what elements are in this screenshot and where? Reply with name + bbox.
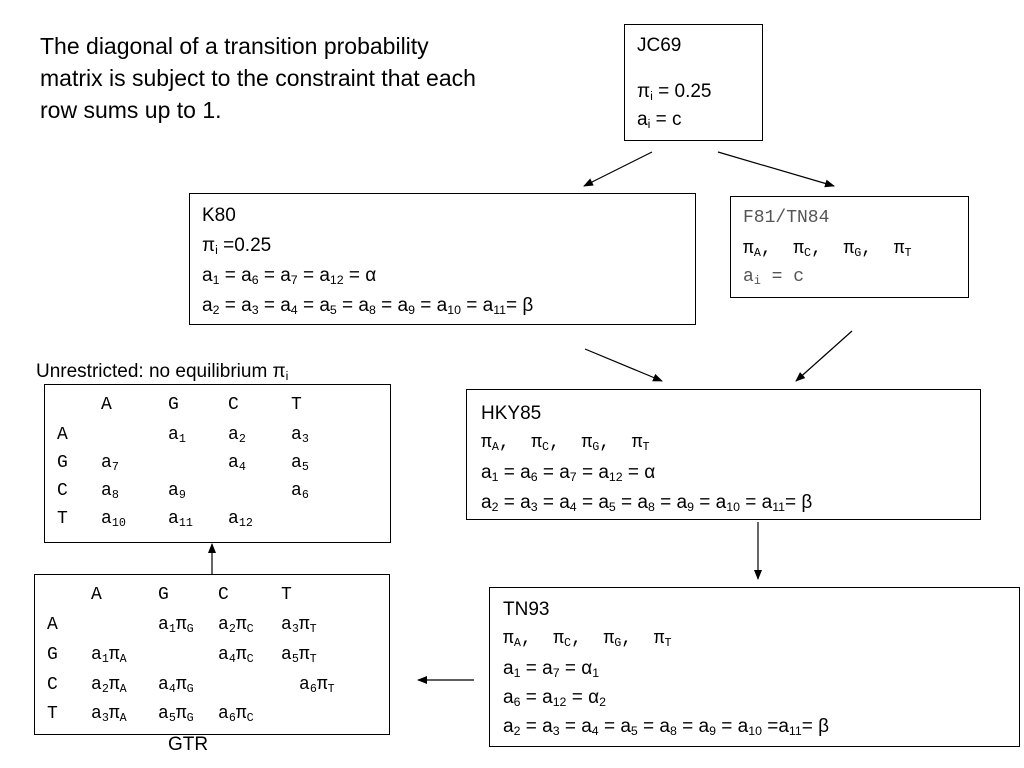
jc69-pi-line: $\pi_i = 0.25$ xyxy=(637,81,712,104)
k80-beta-line: $a_2 = a_3 = a_4 = a_5 = a_8 = a_9 = a_{10} = a_{11}= \beta$ xyxy=(202,295,534,318)
matrix-cell: $a_6$ xyxy=(291,481,309,502)
f81-tn84-box xyxy=(730,196,969,298)
gtr-cell: $a_2\pi_C$ xyxy=(218,615,254,636)
gtr-cell: $a_3\pi_T$ xyxy=(281,615,317,636)
gtr-row-label-t: T xyxy=(47,704,58,724)
matrix-cell: $a_{10}$ xyxy=(101,509,126,530)
hky85-box xyxy=(466,389,981,520)
gtr-row-label-c: C xyxy=(47,675,58,695)
matrix-row-label-t: T xyxy=(57,509,68,529)
gtr-cell: $a_6\pi_C$ xyxy=(218,704,254,725)
tn93-alpha1-line: $a_1 = a_7 = \alpha_1$ xyxy=(503,658,600,681)
diagonal-constraint-note xyxy=(40,30,476,126)
tn93-title: TN93 xyxy=(503,599,550,620)
matrix-header-c: C xyxy=(228,395,239,415)
jc69-a-line: $a_i = c$ xyxy=(637,109,682,132)
matrix-header-t: T xyxy=(291,395,302,415)
matrix-cell: $a_{11}$ xyxy=(168,509,193,530)
matrix-cell: $a_5$ xyxy=(291,453,309,474)
tn93-alpha2-line: $a_6 = a_{12} = \alpha_2$ xyxy=(503,687,606,710)
gtr-header-t: T xyxy=(281,585,292,605)
arrow-f81-to-hky85 xyxy=(796,331,852,381)
k80-pi-line: $\pi_i =0.25$ xyxy=(202,235,272,258)
matrix-row-label-a: A xyxy=(57,425,68,445)
gtr-row-label-g: G xyxy=(47,645,58,665)
gtr-cell: $a_4\pi_G$ xyxy=(158,675,194,696)
gtr-matrix xyxy=(34,574,390,735)
hky85-alpha-line: $a_1 = a_6 = a_7 = a_{12} = \alpha$ xyxy=(481,462,656,485)
k80-box xyxy=(189,193,696,325)
matrix-cell: $a_9$ xyxy=(168,481,186,502)
gtr-cell: $a_1\pi_A$ xyxy=(91,645,127,666)
gtr-label: GTR xyxy=(168,734,209,755)
matrix-row-label-g: G xyxy=(57,453,68,473)
matrix-cell: $a_1$ xyxy=(168,425,186,446)
arrow-jc69-to-k80 xyxy=(584,152,652,186)
gtr-cell: $a_3\pi_A$ xyxy=(91,704,127,725)
tn93-pi-line: $\pi_A$, $\pi_C$, $\pi_G$, $\pi_T$ xyxy=(503,629,672,650)
matrix-cell: $a_{12}$ xyxy=(228,509,253,530)
tn93-beta-line: $a_2 = a_3 = a_4 = a_5 = a_8 = a_9 = a_{10} =a_{11}= \beta$ xyxy=(503,716,830,739)
jc69-box xyxy=(624,24,763,141)
matrix-header-g: G xyxy=(168,395,179,415)
gtr-cell: $a_5\pi_G$ xyxy=(158,704,194,725)
gtr-cell: $a_2\pi_A$ xyxy=(91,675,127,696)
gtr-cell: $a_6\pi_T$ xyxy=(299,675,335,696)
gtr-row-label-a: A xyxy=(47,615,58,635)
gtr-cell: $a_4\pi_C$ xyxy=(218,645,254,666)
matrix-cell: $a_4$ xyxy=(228,453,246,474)
note-line-3: row sums up to 1. xyxy=(40,97,222,123)
gtr-cell: $a_1\pi_G$ xyxy=(158,615,194,636)
matrix-header-a: A xyxy=(101,395,112,415)
f81-pi-line: $\pi_A$, $\pi_C$, $\pi_G$, $\pi_T$ xyxy=(743,239,912,260)
f81-a-line: $a_i = c$ xyxy=(743,267,805,288)
matrix-cell: $a_8$ xyxy=(101,481,119,502)
gtr-cell: $a_5\pi_T$ xyxy=(281,645,317,666)
hky85-title: HKY85 xyxy=(481,403,542,424)
gtr-header-a: A xyxy=(91,585,102,605)
hky85-pi-line: $\pi_A$, $\pi_C$, $\pi_G$, $\pi_T$ xyxy=(481,433,650,454)
note-line-1: The diagonal of a transition probability xyxy=(40,33,429,59)
jc69-title: JC69 xyxy=(637,35,682,56)
note-line-2: matrix is subject to the constraint that each xyxy=(40,65,476,91)
matrix-cell: $a_7$ xyxy=(101,453,119,474)
hky85-beta-line: $a_2 = a_3 = a_4 = a_5 = a_8 = a_9 = a_{10} = a_{11}= \beta$ xyxy=(481,492,813,515)
tn93-box xyxy=(489,587,1020,747)
arrow-jc69-to-f81 xyxy=(718,152,834,186)
gtr-header-g: G xyxy=(158,585,169,605)
matrix-row-label-c: C xyxy=(57,481,68,501)
k80-title: K80 xyxy=(202,205,236,226)
matrix-cell: $a_3$ xyxy=(291,425,309,446)
matrix-cell: $a_2$ xyxy=(228,425,246,446)
arrow-k80-to-hky85 xyxy=(585,349,662,381)
f81-title: F81/TN84 xyxy=(743,208,830,228)
unrestricted-matrix xyxy=(44,384,391,543)
k80-alpha-line: $a_1 = a_6 = a_7 = a_{12} = \alpha$ xyxy=(202,265,377,288)
gtr-header-c: C xyxy=(218,585,229,605)
unrestricted-label: Unrestricted: no equilibrium $\pi_i$ xyxy=(36,361,289,384)
